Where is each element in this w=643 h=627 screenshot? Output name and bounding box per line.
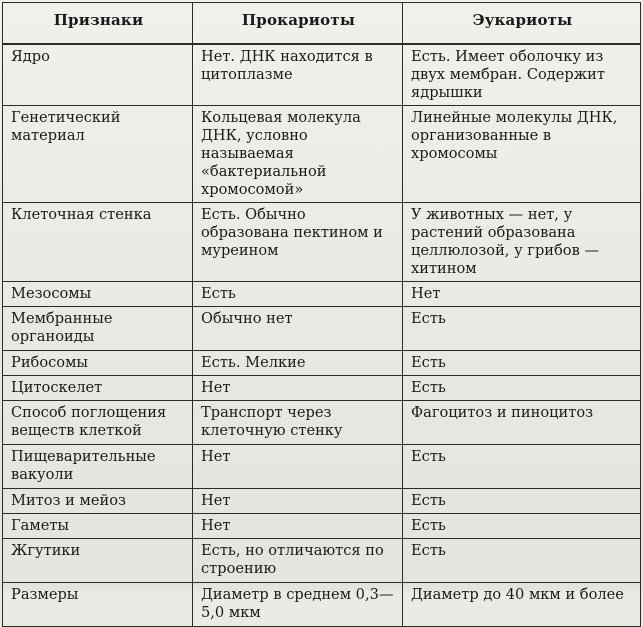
- prokaryotes-cell: Транспорт через клеточную стенку: [193, 401, 403, 445]
- prokaryotes-cell: Нет: [193, 514, 403, 539]
- prokaryotes-cell: Есть. Обычно образована пектином и муреином: [193, 203, 403, 282]
- prokaryotes-cell: Диаметр в среднем 0,3—5,0 мкм: [193, 583, 403, 627]
- eukaryotes-cell: Есть: [403, 307, 641, 351]
- prokaryotes-cell: Обычно нет: [193, 307, 403, 351]
- table-row: [3, 282, 641, 307]
- prokaryotes-cell: Нет. ДНК находится в цитоплазме: [193, 44, 403, 106]
- table-row: [3, 583, 641, 627]
- header-eukaryotes: Эукариоты: [403, 3, 641, 45]
- feature-cell: Гаметы: [3, 514, 193, 539]
- eukaryotes-cell: Нет: [403, 282, 641, 307]
- prokaryotes-cell: Есть: [193, 282, 403, 307]
- feature-cell: Мезосомы: [3, 282, 193, 307]
- prokaryotes-cell: Нет: [193, 376, 403, 401]
- table-row: [3, 44, 641, 106]
- eukaryotes-cell: Есть: [403, 445, 641, 489]
- prokaryotes-cell: Есть. Мелкие: [193, 351, 403, 376]
- table-row: [3, 445, 641, 489]
- eukaryotes-cell: Диаметр до 40 мкм и более: [403, 583, 641, 627]
- eukaryotes-cell: Линейные молекулы ДНК, организованные в хромосомы: [403, 106, 641, 203]
- feature-cell: Размеры: [3, 583, 193, 627]
- table-row: [3, 351, 641, 376]
- feature-cell: Цитоскелет: [3, 376, 193, 401]
- table-row: [3, 106, 641, 203]
- table-row: [3, 307, 641, 351]
- eukaryotes-cell: Есть: [403, 514, 641, 539]
- table-row: [3, 401, 641, 445]
- table-row: [3, 514, 641, 539]
- eukaryotes-cell: Есть. Имеет оболочку из двух мембран. Содержит ядрышки: [403, 44, 641, 106]
- feature-cell: Мембранные органоиды: [3, 307, 193, 351]
- prokaryotes-cell: Нет: [193, 445, 403, 489]
- header-features: Признаки: [3, 3, 193, 45]
- feature-cell: Ядро: [3, 44, 193, 106]
- feature-cell: Рибосомы: [3, 351, 193, 376]
- eukaryotes-cell: Есть: [403, 489, 641, 514]
- table-row: [3, 203, 641, 282]
- table-header-row: [3, 3, 641, 45]
- feature-cell: Способ поглощения веществ клеткой: [3, 401, 193, 445]
- feature-cell: Митоз и мейоз: [3, 489, 193, 514]
- comparison-table: [2, 2, 641, 627]
- feature-cell: Генетический материал: [3, 106, 193, 203]
- eukaryotes-cell: Есть: [403, 376, 641, 401]
- eukaryotes-cell: Фагоцитоз и пиноцитоз: [403, 401, 641, 445]
- feature-cell: Пищеварительные вакуоли: [3, 445, 193, 489]
- table-row: [3, 489, 641, 514]
- eukaryotes-cell: У животных — нет, у растений образована целлюлозой, у грибов — хитином: [403, 203, 641, 282]
- table-row: [3, 376, 641, 401]
- eukaryotes-cell: Есть: [403, 351, 641, 376]
- prokaryotes-cell: Есть, но отличаются по строению: [193, 539, 403, 583]
- header-prokaryotes: Прокариоты: [193, 3, 403, 45]
- eukaryotes-cell: Есть: [403, 539, 641, 583]
- table-row: [3, 539, 641, 583]
- feature-cell: Клеточная стенка: [3, 203, 193, 282]
- prokaryotes-cell: Кольцевая молекула ДНК, условно называемая «бактериальной хромосомой»: [193, 106, 403, 203]
- feature-cell: Жгутики: [3, 539, 193, 583]
- prokaryotes-cell: Нет: [193, 489, 403, 514]
